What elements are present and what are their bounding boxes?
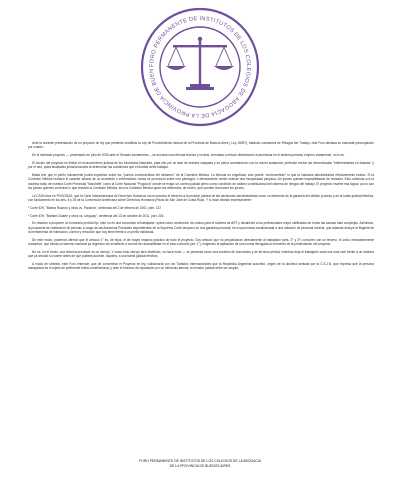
statement-body bbox=[28, 141, 374, 274]
footer-signature bbox=[40, 459, 360, 469]
paragraph-expert-scope: Basta leer que el perito únicamente podrá expedirse sobre los "puntos controvertidos del dictamen" de la Comisión Médica. La fórmula es engañosa; solo puede "controvertirse" lo que la instancia administrativa efectivamente evaluó. Si la Comisión Médica rechazó el carácter laboral de un accidente o enfermedad, nunca se pronunció sobre una patología, o directamente omitió evaluar una incapacidad psíquica, los jueces quedan imposibilitados de revisarlo. Esto colisiona con la doctrina tanto de nuestra Corte Provincial "Marchetti" como la Corte Nacional "Pogonza" donde se exigió un control judicial pleno como condición de validez constitucional del sistema de riesgos del trabajo. El proyecto invierte esa lógica: ya no son los jueces quienes controlan lo que resolvió la Comisión Médica, sino la Comisión Médica quien les determina, de hecho, qué pueden reconocer los jueces. bbox=[28, 172, 374, 191]
paragraph-core: El núcleo del proyecto es limitar el reconocimiento judicial de los infortunios laborales, para ello por un lado de manera solapada y en plena contradicción con la norma sustancial, pretende excluir las denominadas "enfermedades no listadas" y por el otro, quita facultades jurisdiccionales al determinar las cuestiones que el Auxiliar debe trabajar. bbox=[28, 160, 374, 170]
citation-baena-ricardo: * Corte IDH, "Baena Ricardo y otros vs. Panamá", sentencia del 2 de febrero de 2001, párr. 137. bbox=[28, 205, 162, 210]
paragraph-csjn-pogonza: La CSJN dice en POGONZA, que la Corte Interamericana de Derechos Humanos ha reconocido el derecho a la revisión judicial de las decisiones administrativas como un elemento de la garantía del debido proceso y de la tutela judicial efectiva, con fundamento en los arts. 8 y 25 de la Convención Americana sobre Derechos Humanos (Pacto de San José de Costa Rica). Y lo hace citando expresamente: bbox=[28, 193, 374, 203]
citation-barbani-duarte: * Corte IDH, "Barbani Duarte y otros vs. Uruguay", sentencia del 13 de octubre de 2011, párr. 204. bbox=[28, 213, 165, 218]
paragraph-fixed-fee: En relación a proponer un honorario pericial fijo, esto no es una concesión al trabajador: opera como contención de costos para el sistema de ART y desaliento a los profesionales mejor calificados de tomar las causas más complejas. Asimismo, la propuesta de realización de pericias a cargo de las Asesorías Periciales dependientes de la Suprema Corte tampoco es una garantía procesal; es una promesa condicionada a una dotación de personal incierta, que además desoye al litigante de la herramienta de intimación, control y remoción que hoy tiene frente a un perito individual. bbox=[28, 221, 374, 235]
paragraph-synthesis: A modo de síntesis, este Foro entiende, que de convertirse el Proyecto en ley, colisionaría con los Tratados Internacionales que la República Argentina suscribió, origen de la doctrina sentada por la C.S.J.N. que expresa que la persona trabajadora es el sujeto de preferente tutela constitucional, y ante el reclamo de reparación por un infortunio laboral, la revisión judicial debe ser amplia. bbox=[28, 261, 374, 271]
footer-line-1: FORO PERMANENTE DE INSTITUTOS DE LOS COLEGIOS DE LA ABOGACIA bbox=[138, 459, 262, 463]
institution-seal-logo bbox=[139, 6, 261, 128]
svg-text:FORO PERMANENTE DE INSTITUTOS: FORO PERMANENTE DE INSTITUTOS DE LOS COLEGIOS DE ABOGACIA DE LA PROVINCIA DE BUEN bbox=[148, 15, 252, 119]
scales-of-justice-icon bbox=[139, 6, 261, 128]
paragraph-intro: Ante la reciente presentación de un proyecto de ley que pretende modificar la Ley de Procedimiento laboral de la Provincia de Buenos Aires ( Ley 15057), tratando cuestiones de Riesgos del Trabajo, este Foro destaca su marcada preocupación por cuanto: bbox=[28, 141, 374, 150]
paragraph-lock: No es, en el fondo, una reforma procesal; es un cerrojo. Y como todo cerrojo bien diseñado, no hace ruido — se presenta como una cuestión de honorarios y de técnica pericial, mientras deja al trabajador cada vez más solo frente a un sistema que ya decidió su suerte antes de que pudiera acceder, siquiera, a una tutela judicial efectiva. bbox=[28, 249, 374, 259]
footer-line-2: DE LA PROVINCIA DE BUENOS AIRES bbox=[169, 464, 231, 468]
paragraph-project-date: En el mentado proyecto — presentado en julio de 2026 ante el Senado bonaerense— se anuncia una reforma técnica y neutral, orientada a reducir distorsiones económicas en el sistema pericial, empero claramente, no lo es. bbox=[32, 153, 345, 158]
paragraph-article-one: De este modo, podemos afirmar que el artículo 1° es, de lejos, el de mayor impacto práctico de todo el proyecto. Dos artículo que no perjudicarían directamente al trabajador (arts. 2° y 3°) conviven con un tercero, el único verdaderamente sustantivo, que blinda un baremo nacional ya regresivo sin someterlo a control de razonabilidad en el caso concreto (art. 1°), exigiendo la aplicación de una norma derogada al momento de la presentación del proyecto. bbox=[28, 237, 374, 247]
